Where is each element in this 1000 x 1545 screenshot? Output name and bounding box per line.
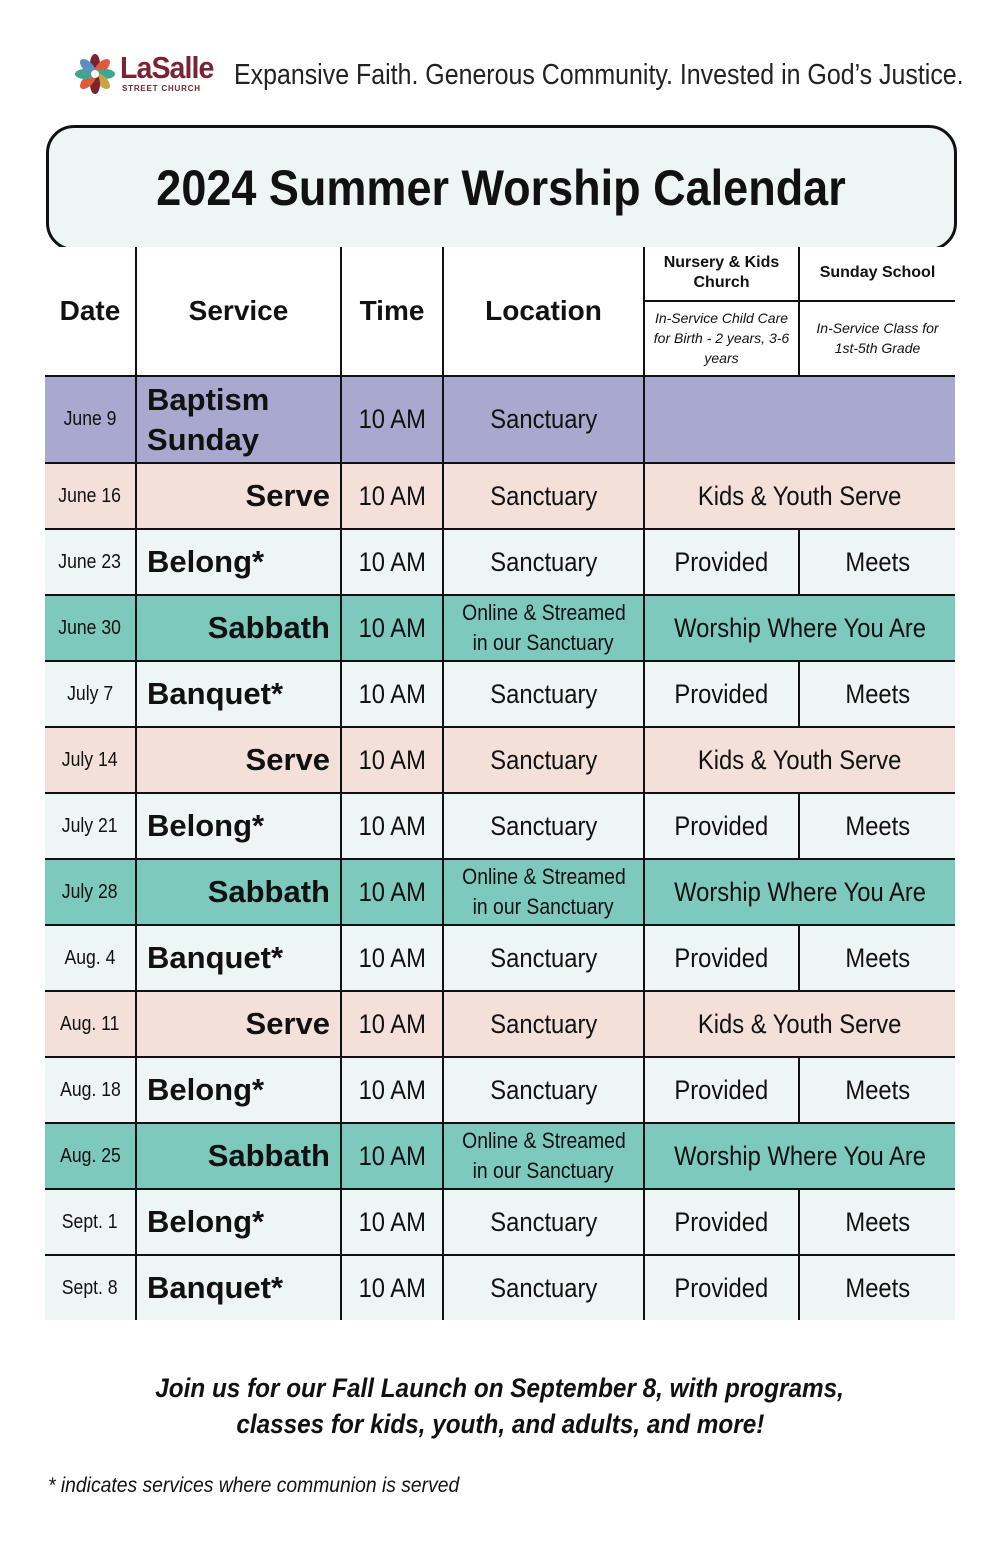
nursery-cell: Provided [644, 1057, 799, 1123]
tagline: Expansive Faith. Generous Community. Invested in God’s Justice. [234, 59, 964, 91]
location-cell: Sanctuary [443, 376, 644, 463]
flower-logo-icon [74, 53, 116, 95]
time-cell: 10 AM [341, 1123, 443, 1189]
time-cell: 10 AM [341, 727, 443, 793]
announcement-line-1: Join us for our Fall Launch on September 8, with programs, [155, 1373, 845, 1403]
table-row [45, 793, 955, 859]
communion-footnote: * indicates services where communion is served [48, 1474, 460, 1497]
date-cell: June 30 [45, 595, 136, 661]
table-row [45, 463, 955, 529]
kids-programs-cell [644, 376, 955, 463]
nursery-cell: Provided [644, 1255, 799, 1320]
nursery-cell: Provided [644, 661, 799, 727]
table-row [45, 991, 955, 1057]
service-cell: Banquet* [136, 1255, 341, 1320]
sunday-school-cell: Meets [799, 1255, 955, 1320]
sunday-school-column-header: Sunday School [799, 247, 955, 301]
table-row [45, 727, 955, 793]
fall-launch-announcement [0, 1370, 1000, 1442]
kids-programs-cell: Kids & Youth Serve [644, 991, 955, 1057]
date-cell: June 9 [45, 376, 136, 463]
service-cell: Belong* [136, 793, 341, 859]
date-cell: July 21 [45, 793, 136, 859]
sunday-school-cell: Meets [799, 925, 955, 991]
announcement-line-2: classes for kids, youth, and adults, and more! [236, 1409, 764, 1439]
service-cell: Banquet* [136, 661, 341, 727]
service-cell: Serve [136, 463, 341, 529]
location-cell: Sanctuary [443, 1255, 644, 1320]
nursery-cell: Provided [644, 1189, 799, 1255]
date-cell: Aug. 11 [45, 991, 136, 1057]
church-logo[interactable] [74, 50, 224, 98]
sunday-school-note: In-Service Class for 1st-5th Grade [799, 301, 955, 376]
logo-subtitle: STREET CHURCH [122, 84, 201, 93]
sunday-school-cell: Meets [799, 661, 955, 727]
calendar-table [45, 247, 955, 1320]
time-cell: 10 AM [341, 991, 443, 1057]
location-cell: Online & Streamed in our Sanctuary [443, 859, 644, 925]
date-cell: Sept. 8 [45, 1255, 136, 1320]
time-cell: 10 AM [341, 529, 443, 595]
nursery-note: In-Service Child Care for Birth - 2 years, 3-6 years [644, 301, 799, 376]
date-cell: June 16 [45, 463, 136, 529]
table-row [45, 595, 955, 661]
title-box [46, 125, 957, 251]
service-cell: Belong* [136, 529, 341, 595]
time-cell: 10 AM [341, 463, 443, 529]
time-cell: 10 AM [341, 1189, 443, 1255]
nursery-cell: Provided [644, 529, 799, 595]
date-cell: July 14 [45, 727, 136, 793]
date-cell: Aug. 4 [45, 925, 136, 991]
header-row [45, 247, 955, 301]
service-cell: Banquet* [136, 925, 341, 991]
sunday-school-cell: Meets [799, 1189, 955, 1255]
table-row [45, 1057, 955, 1123]
location-cell: Sanctuary [443, 463, 644, 529]
time-column-header: Time [341, 247, 443, 376]
location-cell: Sanctuary [443, 727, 644, 793]
service-cell: Serve [136, 727, 341, 793]
service-cell: Serve [136, 991, 341, 1057]
kids-programs-cell: Kids & Youth Serve [644, 727, 955, 793]
date-cell: Aug. 25 [45, 1123, 136, 1189]
time-cell: 10 AM [341, 793, 443, 859]
service-cell: Baptism Sunday [136, 376, 341, 463]
service-column-header: Service [136, 247, 341, 376]
location-cell: Sanctuary [443, 925, 644, 991]
table-row [45, 859, 955, 925]
service-cell: Sabbath [136, 859, 341, 925]
page-title: 2024 Summer Worship Calendar [156, 160, 847, 216]
location-cell: Sanctuary [443, 991, 644, 1057]
location-cell: Online & Streamed in our Sanctuary [443, 1123, 644, 1189]
sunday-school-cell: Meets [799, 1057, 955, 1123]
table-row [45, 1255, 955, 1320]
time-cell: 10 AM [341, 1057, 443, 1123]
table-row [45, 1189, 955, 1255]
logo-name: LaSalle [120, 50, 214, 85]
time-cell: 10 AM [341, 1255, 443, 1320]
sunday-school-cell: Meets [799, 529, 955, 595]
time-cell: 10 AM [341, 661, 443, 727]
date-cell: June 23 [45, 529, 136, 595]
nursery-cell: Provided [644, 925, 799, 991]
location-column-header: Location [443, 247, 644, 376]
time-cell: 10 AM [341, 859, 443, 925]
service-cell: Sabbath [136, 595, 341, 661]
sunday-school-cell: Meets [799, 793, 955, 859]
date-column-header: Date [45, 247, 136, 376]
table-row [45, 1123, 955, 1189]
kids-programs-cell: Kids & Youth Serve [644, 463, 955, 529]
kids-programs-cell: Worship Where You Are [644, 595, 955, 661]
table-row [45, 529, 955, 595]
date-cell: July 7 [45, 661, 136, 727]
service-cell: Belong* [136, 1189, 341, 1255]
service-cell: Sabbath [136, 1123, 341, 1189]
table-row [45, 661, 955, 727]
table-row [45, 925, 955, 991]
time-cell: 10 AM [341, 595, 443, 661]
header [0, 0, 1000, 120]
nursery-column-header: Nursery & Kids Church [644, 247, 799, 301]
location-cell: Sanctuary [443, 1057, 644, 1123]
table-row [45, 376, 955, 463]
kids-programs-cell: Worship Where You Are [644, 859, 955, 925]
location-cell: Sanctuary [443, 1189, 644, 1255]
location-cell: Online & Streamed in our Sanctuary [443, 595, 644, 661]
date-cell: Aug. 18 [45, 1057, 136, 1123]
kids-programs-cell: Worship Where You Are [644, 1123, 955, 1189]
location-cell: Sanctuary [443, 529, 644, 595]
date-cell: Sept. 1 [45, 1189, 136, 1255]
calendar-table-wrapper [45, 247, 955, 1320]
location-cell: Sanctuary [443, 793, 644, 859]
time-cell: 10 AM [341, 925, 443, 991]
nursery-cell: Provided [644, 793, 799, 859]
location-cell: Sanctuary [443, 661, 644, 727]
service-cell: Belong* [136, 1057, 341, 1123]
time-cell: 10 AM [341, 376, 443, 463]
date-cell: July 28 [45, 859, 136, 925]
